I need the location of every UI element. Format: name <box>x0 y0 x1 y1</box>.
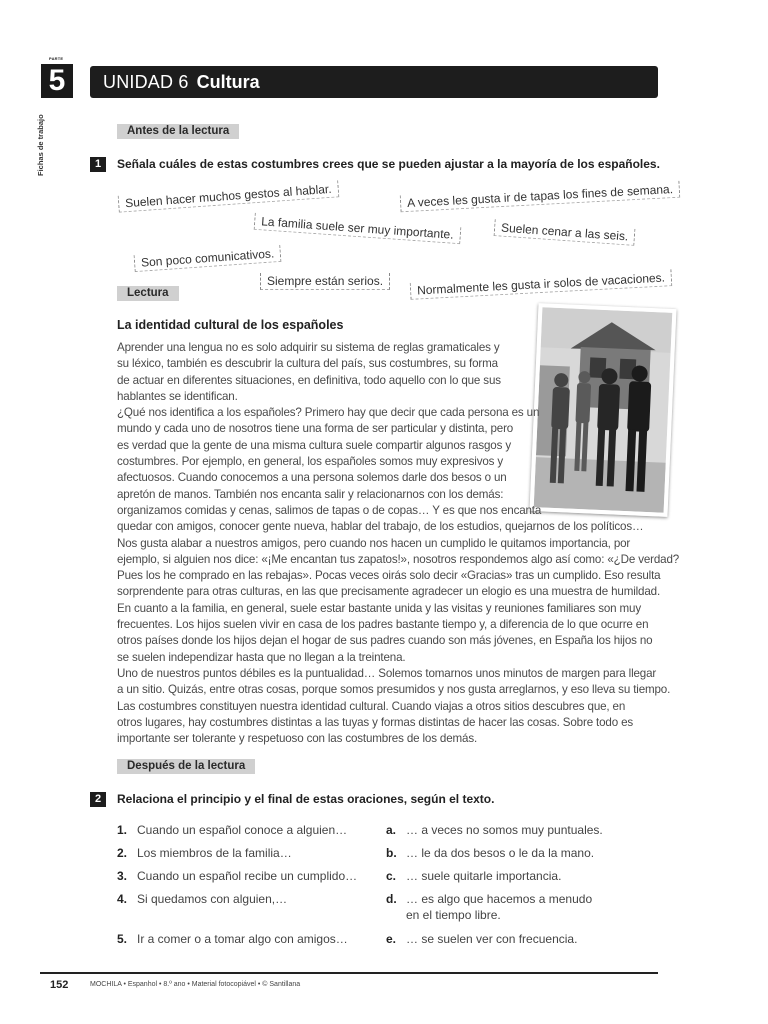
match-right-item[interactable] <box>386 932 577 946</box>
reading-line: organizamos comidas y cenas, salimos de tapas o de copas… Y es que nos encanta <box>117 503 542 517</box>
reading-line: hablantes se identifican. <box>117 389 238 403</box>
page-number: 152 <box>50 979 69 991</box>
footer-divider <box>40 972 658 974</box>
unit-title: Cultura <box>196 71 260 92</box>
reading-line: es verdad que la gente de una misma cultura suele compartir algunos rasgos y <box>117 438 511 452</box>
match-left-text: Cuando un español conoce a alguien… <box>137 823 348 837</box>
parte-label: PARTE <box>49 56 64 61</box>
unit-header-bar <box>90 66 658 98</box>
reading-line: se suelen independizar hasta que no llegan a la treintena. <box>117 650 406 664</box>
reading-line: Pues los he comprado en las rebajas». Pocas veces oirás solo decir «Gracias» tras un cumplido. Eso resulta <box>117 569 661 583</box>
match-left-number: 1. <box>117 823 128 837</box>
custom-card[interactable]: Siempre están serios. <box>260 273 390 290</box>
match-right-text: … le da dos besos o le da la mano. <box>406 846 595 860</box>
parte-number: 5 <box>41 64 73 98</box>
reading-line: frecuentes. Los hijos suelen vivir en casa de los padres bastante tiempo y, a diferencia de lo que ocurre en <box>117 618 649 632</box>
side-label: Fichas de trabajo <box>36 114 45 176</box>
reading-text <box>117 340 680 747</box>
match-left-item[interactable] <box>117 846 292 860</box>
match-left-item[interactable] <box>117 823 347 837</box>
custom-card[interactable]: Suelen hacer muchos gestos al hablar. <box>118 180 339 212</box>
match-left-item[interactable] <box>117 892 287 906</box>
reading-line: de actuar en diferentes situaciones, en definitiva, todo aquello con lo que sus <box>117 373 501 387</box>
match-right-item[interactable] <box>386 846 594 860</box>
reading-line: su léxico, también es descubrir la cultura del país, sus costumbres, su forma <box>117 357 498 371</box>
reading-line: otros lugares, hay costumbres distintas a las tuyas y formas distintas de hacer las cosas. Sobre todo es <box>117 715 634 729</box>
reading-line: Aprender una lengua no es solo adquirir su sistema de reglas gramaticales y <box>117 341 500 354</box>
reading-line: costumbres. Por ejemplo, en general, los españoles somos muy expresivos y <box>117 455 504 469</box>
match-right-letter: d. <box>386 892 397 906</box>
match-right-item[interactable] <box>386 869 561 883</box>
match-left-text: Si quedamos con alguien,… <box>137 892 288 906</box>
section-tag-despues: Después de la lectura <box>117 759 255 774</box>
unit-label: UNIDAD 6 <box>103 71 189 92</box>
custom-card[interactable]: Suelen cenar a las seis. <box>494 219 636 246</box>
reading-line: Uno de nuestros puntos débiles es la puntualidad… Solemos tomarnos unos minutos de margen para llegar <box>117 666 657 680</box>
reading-title: La identidad cultural de los españoles <box>117 318 344 332</box>
match-right-text: … suele quitarle importancia. <box>406 869 562 883</box>
reading-line: ejemplo, si alguien nos dice: «¡Me encantan tus zapatos!», nosotros respondemos algo así como: «¿De verdad? <box>117 552 680 566</box>
custom-card[interactable]: Normalmente les gusta ir solos de vacaciones. <box>410 269 673 300</box>
match-right-text: … se suelen ver con frecuencia. <box>406 932 578 946</box>
reading-line: importante ser tolerante y respetuoso con las costumbres de los demás. <box>117 732 478 746</box>
question-2-number: 2 <box>90 792 106 807</box>
match-left-number: 2. <box>117 846 128 860</box>
match-left-text: Ir a comer o a tomar algo con amigos… <box>137 932 348 946</box>
match-right-letter: b. <box>386 846 397 860</box>
match-right-letter: a. <box>386 823 397 837</box>
question-2-text: Relaciona el principio y el final de estas oraciones, según el texto. <box>117 792 495 806</box>
question-1-text: Señala cuáles de estas costumbres crees que se pueden ajustar a la mayoría de los españoles. <box>117 157 660 171</box>
section-tag-antes: Antes de la lectura <box>117 124 239 139</box>
match-left-number: 3. <box>117 869 128 883</box>
custom-card[interactable]: Son poco comunicativos. <box>134 245 282 272</box>
reading-line: En cuanto a la familia, en general, suele estar bastante unida y las visitas y reuniones familiares son muy <box>117 601 641 615</box>
match-left-item[interactable] <box>117 869 357 883</box>
match-right-text-line2: en el tiempo libre. <box>406 908 501 922</box>
match-right-item[interactable] <box>386 823 603 837</box>
match-right-letter: c. <box>386 869 397 883</box>
question-1-number: 1 <box>90 157 106 172</box>
reading-line: mundo y cada uno de nosotros tiene una forma de ser particular y distinta, pero <box>117 422 514 436</box>
reading-line: Nos gusta alabar a nuestros amigos, pero cuando nos hacen un cumplido le quitamos importancia, por <box>117 536 631 550</box>
reading-line: otros países donde los hijos dejan el hogar de sus padres cuando son más jóvenes, en España los hijos no <box>117 634 653 648</box>
match-left-number: 4. <box>117 892 128 906</box>
reading-line: sorprendente para otras culturas, en las que precisamente agradecer un elogio es una muestra de humildad. <box>117 585 661 599</box>
match-left-number: 5. <box>117 932 128 946</box>
match-left-text: Cuando un español recibe un cumplido… <box>137 869 358 883</box>
reading-line: a un sitio. Quizás, entre otras cosas, porque somos presumidos y nos gusta arreglarnos, y eso lleva su tiempo. <box>117 683 671 697</box>
reading-line: afectuosos. Cuando conocemos a una persona solemos darle dos besos o un <box>117 471 507 485</box>
reading-line: Las costumbres constituyen nuestra identidad cultural. Cuando viajas a otros sitios descubres que, en <box>117 699 626 713</box>
reading-line: quedar con amigos, conocer gente nueva, hablar del trabajo, de los estudios, quejarnos de los políticos… <box>117 520 644 534</box>
reading-line: ¿Qué nos identifica a los españoles? Primero hay que decir que cada persona es un <box>117 406 540 420</box>
match-right-continuation <box>406 908 501 922</box>
match-right-text: … es algo que hacemos a menudo <box>406 892 593 906</box>
match-right-letter: e. <box>386 932 397 946</box>
footer-text: MOCHILA • Espanhol • 8.º ano • Material fotocopiável • © Santillana <box>90 981 301 988</box>
section-tag-lectura: Lectura <box>117 286 179 301</box>
match-right-text: … a veces no somos muy puntuales. <box>406 823 603 837</box>
match-left-text: Los miembros de la familia… <box>137 846 292 860</box>
match-left-item[interactable] <box>117 932 348 946</box>
custom-card[interactable]: La familia suele ser muy importante. <box>254 213 461 244</box>
custom-card[interactable]: A veces les gusta ir de tapas los fines de semana. <box>400 181 681 213</box>
reading-line: apretón de manos. También nos encanta salir y relacionarnos con los demás: <box>117 487 504 501</box>
match-right-item[interactable] <box>386 892 592 906</box>
